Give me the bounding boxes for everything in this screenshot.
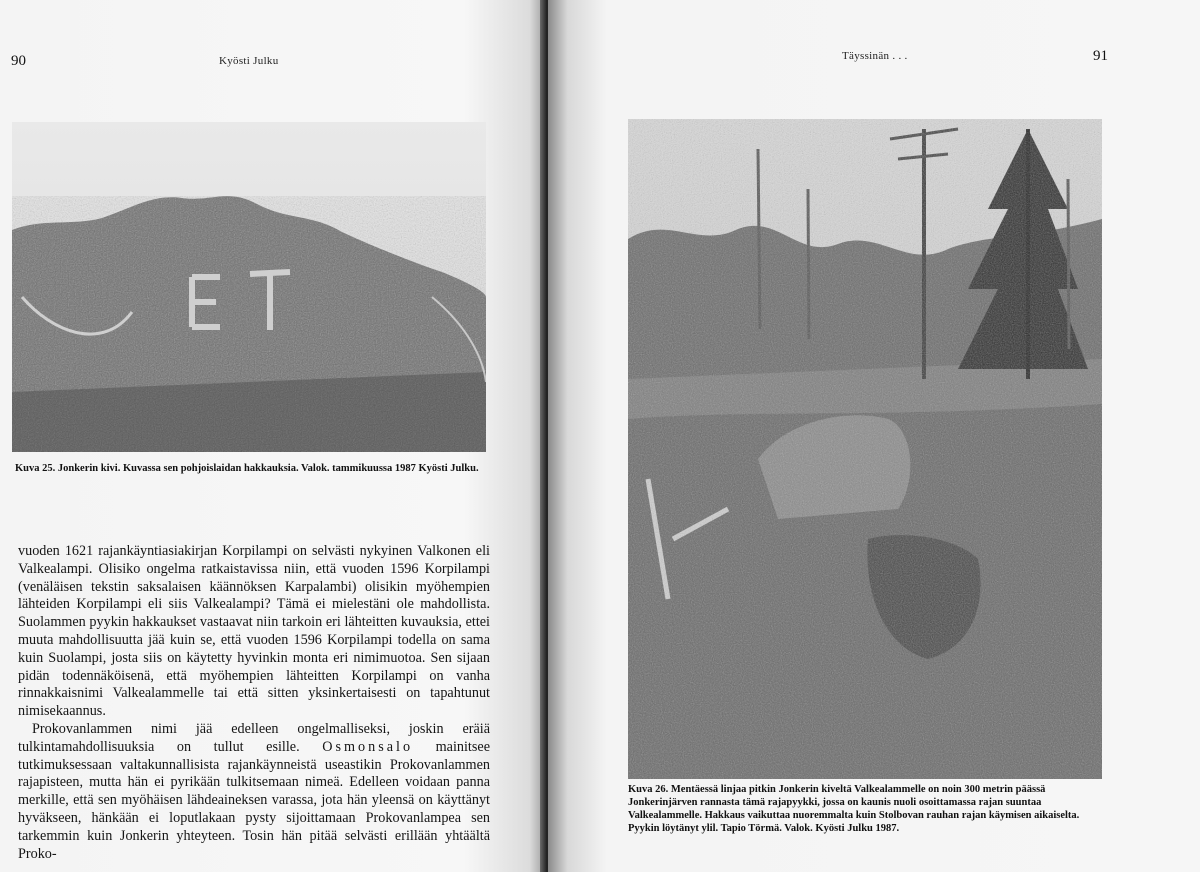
right-page	[548, 0, 1200, 872]
left-page	[0, 0, 546, 872]
paragraph-2-rest: mainitsee tutkimuksessaan valtakunnallisista rajankäynneistä useastikin Prokovanlammen rajapisteen, mutta hän ei pyrikään tulkitsemaan nimeä. Edelleen voidaan panna merkille, että sen myöhäisen lähdeaineksen varassa, jota hän yleensä on käyttänyt hyväkseen, hänkään ei loputlakaan pysty sijoittamaan Prokovanlampea sen tarkemmin kuin Jonkerin yhteyteen. Tosin hän pitää selvästi erillään yhtäältä Proko-	[18, 738, 490, 862]
stone-photo-image	[12, 122, 486, 452]
running-head-left: Kyösti Julku	[219, 55, 279, 67]
body-text	[18, 543, 490, 863]
stone-photo	[12, 122, 486, 452]
forest-photo	[628, 119, 1102, 779]
paragraph-2	[18, 721, 490, 863]
page-number-right: 91	[1093, 48, 1108, 64]
paragraph-1: vuoden 1621 rajankäyntiasiakirjan Korpilampi on selvästi nykyinen Valkonen eli Valkealampi. Olisiko ongelma ratkaistavissa niin, että vuoden 1596 Korpilampi (venäläisen tekstin saksalaisen käännöksen Karpalambi) olisikin myöhempien lähteiden Korpilampi eli siis Valkealampi? Tämä ei mielestäni ole mahdollista. Suolammen pyykin hakkaukset vastaavat niin tarkoin eri lähteitten kuvauksia, ettei muuta mahdollisuutta jää kuin se, että vuoden 1596 Korpilampi todella on sama kuin Suolampi, josta siis on käytetty hyvinkin monta eri nimimuotoa. Sen sijaan pidän todennäköisenä, että myöhempien lähteitten Korpilampi on vanha rinnakkaisnimi Valkealammelle tai että sitten yksinkertaisesti on tapahtunut nimisekaannus.	[18, 543, 490, 720]
page-number-left: 90	[11, 53, 26, 69]
author-name: Osmonsalo	[322, 738, 414, 755]
forest-photo-image	[628, 119, 1102, 779]
figure-26-caption: Kuva 26. Mentäessä linjaa pitkin Jonkerin kiveltä Valkealammelle on noin 300 metrin päässä Jonkerinjärven rannasta tämä rajapyykki, jossa on kaunis nuoli osoittamassa rajan suuntaa Valkealammelle. Hakkaus vaikuttaa nuoremmalta kuin Stolbovan rauhan rajan käymisen aikaiselta. Pyykin löytänyt ylil. Tapio Törmä. Valok. Kyösti Julku 1987.	[628, 784, 1080, 834]
figure-25-caption: Kuva 25. Jonkerin kivi. Kuvassa sen pohjoislaidan hakkauksia. Valok. tammikuussa 1987 Kyösti Julku.	[15, 463, 479, 474]
paragraph-2-start: Prokovanlammen nimi jää edelleen ongelmalliseksi, joskin eräiä tulkintamahdollisuuksia on tullut esille.	[18, 720, 490, 755]
running-head-right: Täyssinän . . .	[842, 50, 908, 62]
